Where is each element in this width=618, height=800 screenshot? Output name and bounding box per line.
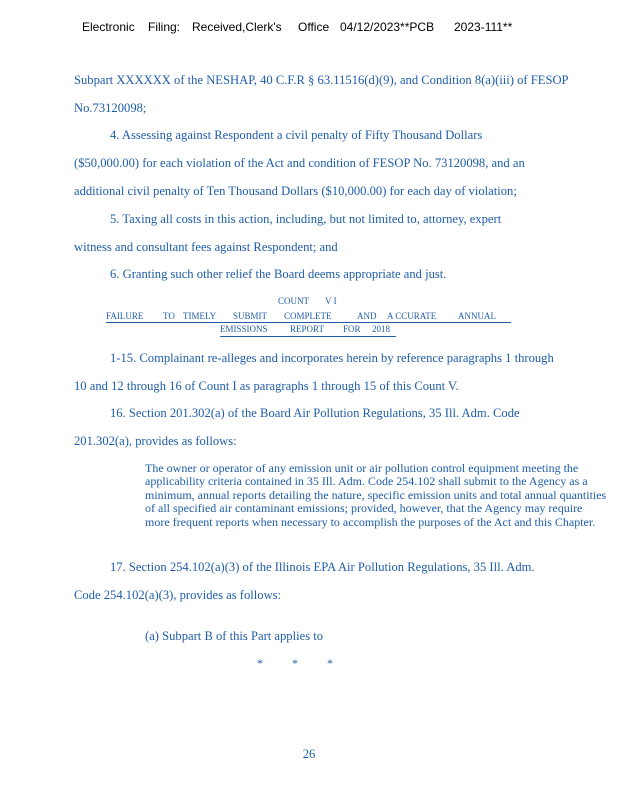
header-filing: Filing:: [148, 20, 181, 34]
body-line: additional civil penalty of Ten Thousand Dollars ($10,000.00) for each day of violation;: [74, 184, 517, 198]
heading-word: ANNUAL: [458, 311, 496, 321]
filing-header: [0, 20, 618, 38]
subpart-clause: (a) Subpart B of this Part applies to: [145, 629, 324, 643]
heading-word: TO: [163, 311, 175, 321]
heading-underline: [106, 322, 511, 323]
paragraph-1-15: 1-15. Complainant re-alleges and incorporates herein by reference paragraphs 1 through: [110, 351, 554, 365]
header-received: Received,Clerk's: [192, 20, 282, 34]
heading-word: FOR: [343, 324, 361, 334]
paragraph-17: 17. Section 254.102(a)(3) of the Illinois EPA Air Pollution Regulations, 35 Ill. Adm.: [110, 560, 535, 574]
heading-word: TIMELY: [183, 311, 217, 321]
paragraph-16: 16. Section 201.302(a) of the Board Air Pollution Regulations, 35 Ill. Adm. Code: [110, 406, 520, 420]
body-line: witness and consultant fees against Respondent; and: [74, 240, 338, 254]
heading-word: COMPLETE: [284, 311, 332, 321]
header-docket: 2023-111**: [454, 20, 513, 34]
star: *: [257, 656, 263, 670]
prayer-item-4: 4. Assessing against Respondent a civil penalty of Fifty Thousand Dollars: [110, 128, 483, 142]
heading-word: REPORT: [290, 324, 324, 334]
page-number: 26: [302, 747, 316, 761]
body-line: No.73120098;: [74, 101, 147, 115]
body-line: 10 and 12 through 16 of Count I as paragraphs 1 through 15 of this Count V.: [74, 379, 459, 393]
count-numeral: V I: [325, 296, 337, 306]
heading-word: FAILURE: [106, 311, 144, 321]
header-date: 04/12/2023**PCB: [340, 20, 435, 34]
prayer-item-6: 6. Granting such other relief the Board deems appropriate and just.: [110, 267, 447, 281]
heading-word: EMISSIONS: [220, 324, 268, 334]
star: *: [292, 656, 298, 670]
quote-text: The owner or operator of any emission unit or air pollution control equipment meeting the applicability criteria contained in 35 Ill. Adm. Code 254.102 shall submit to the Agency as a minimum, annual reports detailing the nature, specific emission units and total annual quantities of all specified air contaminant emissions; provided, however, that the Agency may require more frequent reports when necessary to accomplish the purposes of the Act and this Chapter.: [145, 461, 607, 529]
body-line: Subpart XXXXXX of the NESHAP, 40 C.F.R § 63.11516(d)(9), and Condition 8(a)(iii) of FESOP: [74, 73, 569, 87]
heading-underline: [220, 336, 396, 337]
regulation-quote: [145, 462, 607, 529]
heading-word: AND: [357, 311, 377, 321]
count-label: COUNT: [278, 296, 309, 306]
header-office: Office: [298, 20, 330, 34]
heading-word: A CCURATE: [387, 311, 437, 321]
heading-word: SUBMIT: [233, 311, 268, 321]
body-line: 201.302(a), provides as follows:: [74, 434, 237, 448]
heading-word: 2018: [372, 324, 390, 334]
body-line: Code 254.102(a)(3), provides as follows:: [74, 588, 282, 602]
header-electronic: Electronic: [82, 20, 135, 34]
star: *: [327, 656, 333, 670]
prayer-item-5: 5. Taxing all costs in this action, including, but not limited to, attorney, expert: [110, 212, 502, 226]
body-line: ($50,000.00) for each violation of the Act and condition of FESOP No. 73120098, and an: [74, 156, 525, 170]
